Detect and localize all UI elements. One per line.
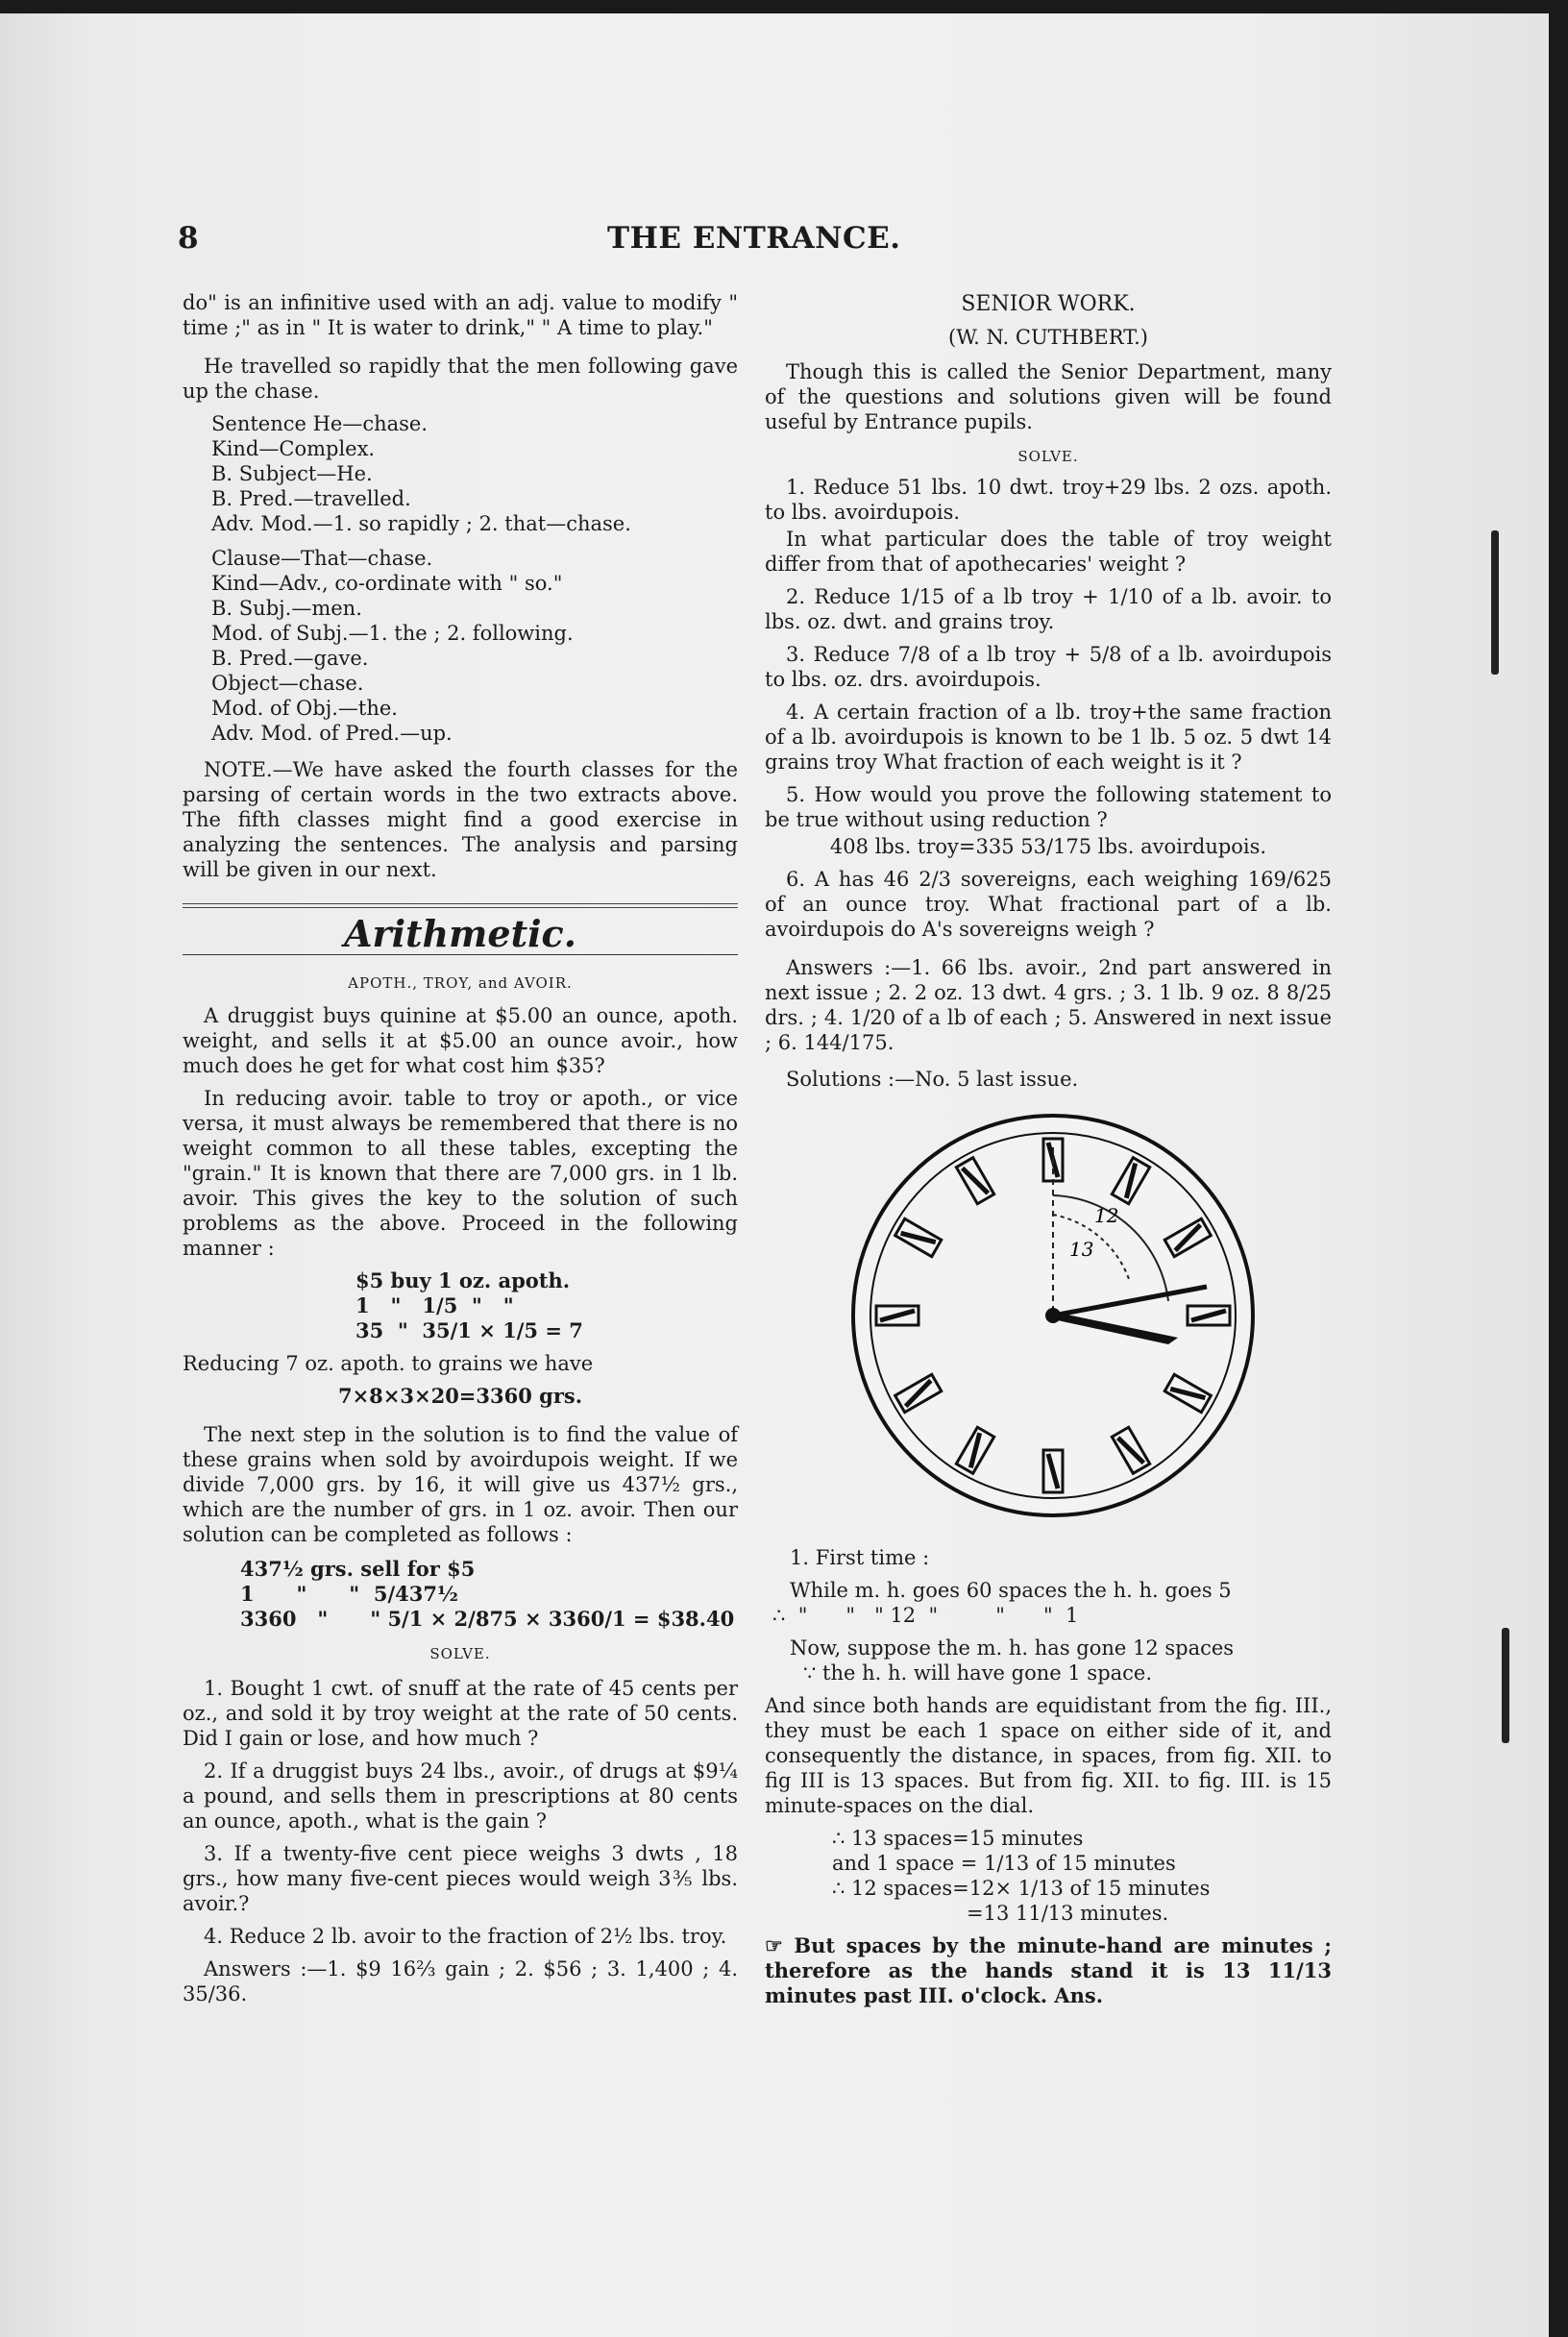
note-paragraph: NOTE.—We have asked the fourth classes for the parsing of certain words in the two extracts above. The fifth classes might find a good exercise in analyzing the sentences. The analysis and parsing will be given in our next. xyxy=(183,758,738,881)
page-number: 8 xyxy=(178,221,199,256)
analysis-line: Mod. of Obj.—the. xyxy=(211,697,398,720)
right-column xyxy=(765,292,1332,2016)
analysis-line: Clause—That—chase. xyxy=(211,547,433,570)
section-divider xyxy=(183,903,738,908)
paragraph-1: A druggist buys quinine at $5.00 an ounce, apoth. weight, and sells it at $5.00 an ounce avoir., how much does he get for what cost him $35? xyxy=(183,1004,738,1077)
section-title-arithmetic: Arithmetic. xyxy=(344,912,576,955)
analysis-line: Kind—Adv., co-ordinate with " so." xyxy=(211,572,563,595)
analysis-line: B. Pred.—gave. xyxy=(211,647,369,670)
paragraph-4: The next step in the solution is to find the value of these grains when sold by avoirdupois weight. If we divide 7,000 grs. by 16, it will give us 437½ grs., which are the number of grs. in 1 oz. avoir. Then our solution can be completed as follows : xyxy=(183,1423,738,1546)
page-header: THE ENTRANCE. xyxy=(607,221,901,256)
senior-intro: Though this is called the Senior Department, many of the questions and solutions given will be found useful by Entrance pupils. xyxy=(765,360,1332,433)
sub-title: APOTH., TROY, and AVOIR. xyxy=(348,974,573,992)
calc-line: 1 " 1/5 " " xyxy=(355,1293,514,1317)
calculation-2: 7×8×3×20=3360 grs. xyxy=(337,1384,583,1408)
clock-center xyxy=(1045,1308,1061,1323)
senior-work-title: SENIOR WORK. xyxy=(961,292,1136,316)
clock-label-13: 13 xyxy=(1069,1238,1094,1261)
solve-heading-right: SOLVE. xyxy=(1017,448,1079,465)
equation-line: ∴ 12 spaces=12× 1/13 of 15 minutes xyxy=(832,1877,1211,1900)
paragraph-2: In reducing avoir. table to troy or apoth., or vice versa, it must always be remembered that there is no weight common to all these tables, excepting the "grain." It is known that there are 7,000 grs. in 1 lb. avoir. This gives the key to the solution of such problems as the above. Proceed in the following manner : xyxy=(183,1087,738,1260)
analysis-line: Kind—Complex. xyxy=(211,437,376,460)
calc-line: 1 " " 5/437½ xyxy=(240,1582,458,1606)
question-2: 2. If a druggist buys 24 lbs., avoir., of drugs at $9¼ a pound, and sells them in prescriptions at 80 cents an ounce, apoth., what is the gain ? xyxy=(183,1759,738,1833)
senior-question-3: 3. Reduce 7/8 of a lb troy + 5/8 of a lb. avoirdupois to lbs. oz. drs. avoirdupois. xyxy=(765,643,1332,691)
clock-illustration xyxy=(765,1099,1332,1541)
analysis-line: Adv. Mod.—1. so rapidly ; 2. that—chase. xyxy=(211,512,631,535)
senior-question-4: 4. A certain fraction of a lb. troy+the same fraction of a lb. avoirdupois is known to be 1 lb. 5 oz. 5 dwt 14 grains troy What fraction of each weight is it ? xyxy=(765,701,1332,774)
answers-left: Answers :—1. $9 16⅔ gain ; 2. $56 ; 3. 1,400 ; 4. 35/36. xyxy=(183,1957,738,2005)
senior-question-5: 5. How would you prove the following statement to be true without using reduction ? xyxy=(765,783,1332,831)
equation-line: =13 11/13 minutes. xyxy=(967,1902,1169,1925)
binding-mark-bottom xyxy=(1502,1628,1509,1743)
analysis-line: B. Subject—He. xyxy=(211,462,373,485)
question-3: 3. If a twenty-five cent piece weighs 3 dwts , 18 grs., how many five-cent pieces would weigh 3⅗ lbs. avoir.? xyxy=(183,1842,738,1915)
question-1: 1. Bought 1 cwt. of snuff at the rate of 45 cents per oz., and sold it by troy weight at the rate of 50 cents. Did I gain or lose, and how much ? xyxy=(183,1677,738,1750)
senior-answers: Answers :—1. 66 lbs. avoir., 2nd part answered in next issue ; 2. 2 oz. 13 dwt. 4 grs. ; 3. 1 lb. 9 oz. 8 8/25 drs. ; 4. 1/20 of a lb of each ; 5. Answered in next issue ; 6. 144/175. xyxy=(765,956,1332,1054)
solutions-heading: Solutions :—No. 5 last issue. xyxy=(786,1068,1079,1091)
paragraph-3: Reducing 7 oz. apoth. to grains we have xyxy=(183,1352,594,1375)
equation-block xyxy=(832,1826,1332,1926)
analysis-line: B. Pred.—travelled. xyxy=(211,487,411,510)
calculation-1 xyxy=(355,1268,738,1343)
calc-line: 3360 " " 5/1 × 2/875 × 3360/1 = $38.40 xyxy=(240,1607,735,1631)
author: (W. N. CUTHBERT.) xyxy=(948,326,1148,349)
clock-figure xyxy=(765,1099,1332,1541)
solution-step-4: Now, suppose the m. h. has gone 12 spaces xyxy=(790,1636,1235,1660)
binding-mark-top xyxy=(1491,530,1499,675)
solution-step-1: 1. First time : xyxy=(790,1546,930,1569)
solve-heading-left: SOLVE. xyxy=(429,1645,491,1662)
left-example: He travelled so rapidly that the men following gave up the chase. xyxy=(183,355,738,403)
calc-line: $5 buy 1 oz. apoth. xyxy=(355,1268,571,1292)
senior-question-1b: In what particular does the table of troy weight differ from that of apothecaries' weight ? xyxy=(765,528,1332,576)
equation-line: and 1 space = 1/13 of 15 minutes xyxy=(832,1852,1176,1875)
solution-step-2: While m. h. goes 60 spaces the h. h. goes 5 xyxy=(790,1579,1232,1602)
senior-question-2: 2. Reduce 1/15 of a lb troy + 1/10 of a lb. avoir. to lbs. oz. dwt. and grains troy. xyxy=(765,585,1332,633)
page-sheet xyxy=(0,13,1549,2337)
analysis-line: B. Subj.—men. xyxy=(211,597,362,620)
analysis-line: Mod. of Subj.—1. the ; 2. following. xyxy=(211,622,574,645)
senior-question-6: 6. A has 46 2/3 sovereigns, each weighing 169/625 of an ounce troy. What fractional part of a lb. avoirdupois do A's sovereigns weigh ? xyxy=(765,868,1332,941)
analysis-line: Object—chase. xyxy=(211,672,364,695)
equation-line: ∴ 13 spaces=15 minutes xyxy=(832,1827,1084,1850)
solution-step-3: ∴ " " " 12 " " " 1 xyxy=(772,1604,1079,1627)
final-paragraph: ☞ But spaces by the minute-hand are minutes ; therefore as the hands stand it is 13 11/13 minutes past III. o'clock. Ans. xyxy=(765,1933,1332,2007)
senior-question-5b: 408 lbs. troy=335 53/175 lbs. avoirdupois. xyxy=(829,835,1267,858)
calc-line: 437½ grs. sell for $5 xyxy=(240,1557,476,1581)
calc-line: 35 " 35/1 × 1/5 = 7 xyxy=(355,1318,583,1342)
calculation-3 xyxy=(240,1557,738,1632)
left-intro: do" is an infinitive used with an adj. value to modify " time ;" as in " It is water to drink," " A time to play." xyxy=(183,291,738,339)
senior-question-1: 1. Reduce 51 lbs. 10 dwt. troy+29 lbs. 2 ozs. apoth. to lbs. avoirdupois. xyxy=(765,476,1332,524)
clock-label-12: 12 xyxy=(1094,1204,1119,1227)
analysis-block-2 xyxy=(211,546,738,746)
analysis-line: Adv. Mod. of Pred.—up. xyxy=(211,722,453,745)
equidistant-paragraph: And since both hands are equidistant from the fig. III., they must be each 1 space on either side of it, and consequently the distance, in spaces, from fig. XII. to fig III is 13 spaces. But from fig. XII. to fig. III. is 15 minute-spaces on the dial. xyxy=(765,1694,1332,1817)
left-column xyxy=(183,290,738,2014)
analysis-block-1 xyxy=(211,411,738,536)
solution-step-5: ∵ the h. h. will have gone 1 space. xyxy=(803,1661,1153,1685)
analysis-line: Sentence He—chase. xyxy=(211,412,429,435)
question-4: 4. Reduce 2 lb. avoir to the fraction of 2½ lbs. troy. xyxy=(204,1925,727,1948)
